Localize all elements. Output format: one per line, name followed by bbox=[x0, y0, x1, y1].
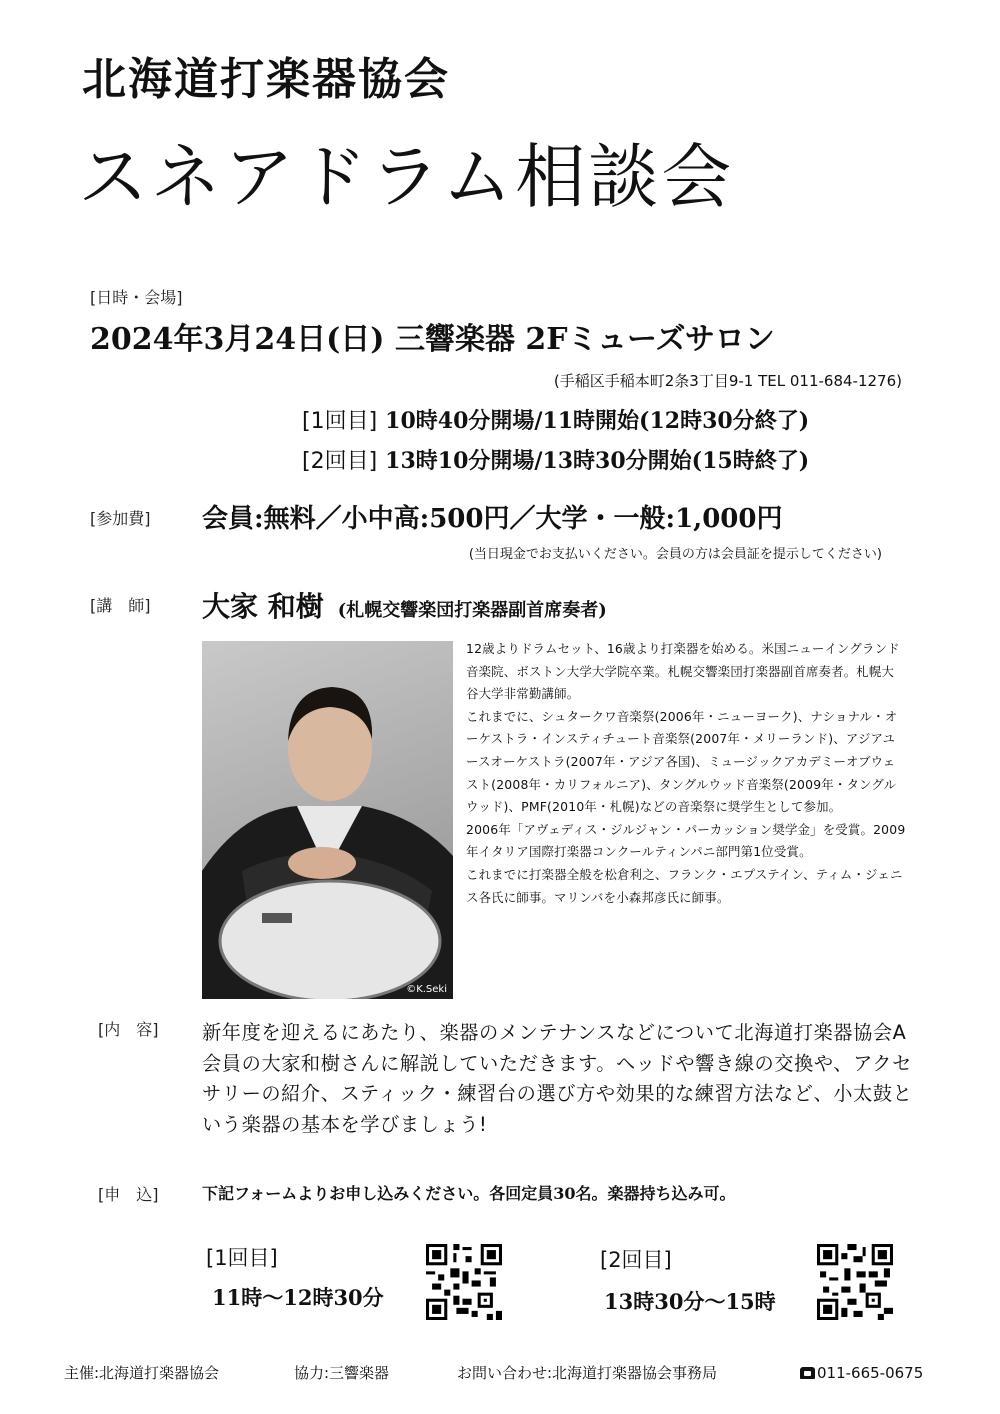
application-text: 下記フォームよりお申し込みください。各回定員30名。楽器持ち込み可。 bbox=[202, 1184, 736, 1203]
bio-paragraph: 12歳よりドラムセット、16歳より打楽器を始める。米国ニューイングランド音楽院、ボストン大学大学院卒業。札幌交響楽団打楽器副首席奏者。札幌大谷大学非常勤講師。 bbox=[466, 641, 900, 702]
content-label: [内 容] bbox=[98, 1020, 159, 1039]
telephone-icon bbox=[800, 1367, 815, 1379]
session-2-time: 13時10分開場/13時30分開始(15時終了) bbox=[385, 448, 810, 474]
venue-address: (手稲区手稲本町2条3丁目9-1 TEL 011-684-1276) bbox=[553, 372, 902, 390]
form-2-qr-code[interactable] bbox=[817, 1244, 893, 1320]
footer-cooperation: 協力:三響楽器 bbox=[294, 1364, 390, 1382]
session-2-tag: [2回目] bbox=[302, 449, 378, 474]
event-title: スネアドラム相談会 bbox=[78, 136, 735, 218]
footer-organizer: 主催:北海道打楽器協会 bbox=[64, 1364, 220, 1382]
fee-label: [参加費] bbox=[90, 509, 151, 528]
form-1-label: [1回目] bbox=[206, 1246, 278, 1270]
footer-phone-group bbox=[800, 1366, 923, 1381]
photo-credit: ©K.Seki bbox=[406, 984, 447, 995]
lecturer-bio bbox=[466, 638, 906, 909]
session-1-line bbox=[302, 410, 809, 433]
form-1-qr-code[interactable] bbox=[426, 1244, 502, 1320]
fee-note: (当日現金でお支払いください。会員の方は会員証を提示してください) bbox=[468, 547, 882, 562]
bio-paragraph: 2006年「アヴェディス・ジルジャン・パーカッション奨学金」を受賞。2009年イタリア国際打楽器コンクールティンパニ部門第1位受賞。 bbox=[466, 821, 906, 860]
bio-paragraph: これまでに、シュタークワ音楽祭(2006年・ニューヨーク)、ナショナル・オーケストラ・インスティチュート音楽祭(2007年・メリーランド)、アジアユースオーケストラ(2007年・アジア各国)、ミュージックアカデミーオブウェスト(2008年・カリフォルニア)、タングルウッド音楽祭(2009年・タングルウッド)、PMF(2010年・札幌)などの音楽祭に奨学生として参加。 bbox=[466, 708, 898, 815]
footer-phone: 011-665-0675 bbox=[817, 1364, 924, 1382]
bio-paragraph: これまでに打楽器全般を松倉利之、フランク・エプステイン、ティム・ジェニス各氏に師事。マリンバを小森邦彦氏に師事。 bbox=[466, 866, 903, 905]
form-1-time: 11時～12時30分 bbox=[212, 1285, 384, 1310]
fee-text: 会員:無料／小中高:500円／大学・一般:1,000円 bbox=[202, 504, 783, 534]
lecturer-portrait-illustration bbox=[202, 641, 453, 999]
organization-title: 北海道打楽器協会 bbox=[82, 54, 450, 105]
date-venue: 2024年3月24日(日) 三響楽器 2Fミューズサロン bbox=[90, 322, 775, 357]
application-label: [申 込] bbox=[98, 1185, 159, 1204]
lecturer-heading bbox=[202, 590, 607, 623]
lecturer-name: 大家 和樹 bbox=[202, 590, 324, 623]
content-description bbox=[202, 1018, 922, 1140]
lecturer-role: (札幌交響楽団打楽器副首席奏者) bbox=[337, 600, 607, 621]
session-1-tag: [1回目] bbox=[302, 409, 378, 434]
form-2-time: 13時30分～15時 bbox=[604, 1289, 776, 1314]
lecturer-photo bbox=[202, 641, 453, 999]
session-2-line bbox=[302, 450, 809, 473]
lecturer-label: [講 師] bbox=[90, 596, 151, 615]
footer-inquiry: お問い合わせ:北海道打楽器協会事務局 bbox=[457, 1364, 718, 1382]
form-2-label: [2回目] bbox=[600, 1248, 672, 1272]
session-1-time: 10時40分開場/11時開始(12時30分終了) bbox=[385, 408, 810, 434]
content-text: 新年度を迎えるにあたり、楽器のメンテナンスなどについて北海道打楽器協会A会員の大家和樹さんに解説していただきます。ヘッドや響き線の交換や、アクセサリーの紹介、スティック・練習台の選び方や効果的な練習方法など、小太鼓という楽器の基本を学びましょう! bbox=[202, 1021, 913, 1136]
schedule-label: [日時・会場] bbox=[90, 288, 183, 307]
